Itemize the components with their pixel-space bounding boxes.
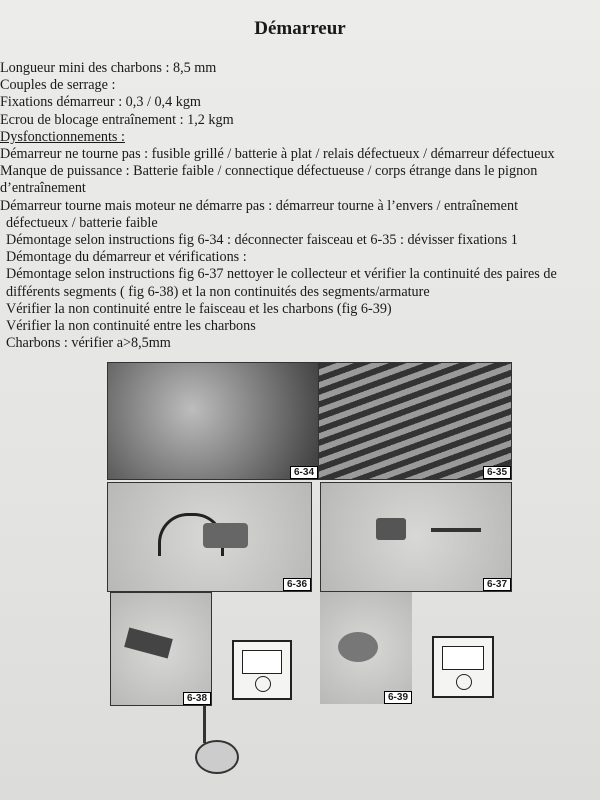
figure-label: 6-35	[483, 466, 511, 479]
figure-6-34-photo	[107, 362, 319, 480]
figure-6-38-photo	[110, 592, 212, 706]
multimeter-diagram	[432, 636, 494, 698]
text-line: Démarreur tourne mais moteur ne démarre pas : démarreur tourne à l’envers / entraînement	[0, 197, 519, 214]
figure-6-35-photo	[318, 362, 512, 480]
text-line: Longueur mini des charbons : 8,5 mm	[0, 60, 217, 76]
text-line: Démontage selon instructions fig 6-37 nettoyer le collecteur et vérifier la continuité des paires de	[6, 266, 557, 283]
body-text	[0, 60, 557, 352]
figure-label: 6-37	[483, 578, 511, 591]
text-line: défectueux / batterie faible	[6, 214, 158, 231]
text-line: Vérifier la non continuité entre les charbons	[6, 318, 256, 335]
multimeter-diagram	[232, 640, 292, 700]
page-title: Démarreur	[254, 18, 346, 39]
text-line: d’entraînement	[0, 180, 86, 197]
text-line: Démontage selon instructions fig 6-34 : déconnecter faisceau et 6-35 : dévisser fixations 1	[6, 232, 518, 249]
figure-6-36-photo	[107, 482, 312, 592]
text-line: Démontage du démarreur et vérifications :	[6, 249, 247, 266]
text-line: Charbons : vérifier a>8,5mm	[6, 335, 171, 352]
text-line: Démarreur ne tourne pas : fusible grillé / batterie à plat / relais défectueux / démarreur défectueux	[0, 146, 555, 163]
figure-label: 6-34	[290, 466, 318, 479]
text-line: Vérifier la non continuité entre le faisceau et les charbons (fig 6-39)	[6, 300, 392, 317]
figure-label: 6-39	[384, 691, 412, 704]
text-line: Couples de serrage :	[0, 77, 116, 94]
text-line: Fixations démarreur : 0,3 / 0,4 kgm	[0, 94, 201, 111]
text-line: différents segments ( fig 6-38) et la non continuités des segments/armature	[6, 283, 430, 300]
section-heading: Dysfonctionnements :	[0, 128, 125, 145]
figure-6-37-photo	[320, 482, 512, 592]
figure-label: 6-38	[183, 692, 211, 705]
figure-label: 6-36	[283, 578, 311, 591]
commutator-test-diagram	[185, 705, 255, 785]
figure-6-39-photo	[320, 592, 412, 704]
text-line: Ecrou de blocage entraînement : 1,2 kgm	[0, 111, 234, 128]
text-line: Manque de puissance : Batterie faible / connectique défectueuse / corps étrange dans le pignon	[0, 163, 538, 180]
